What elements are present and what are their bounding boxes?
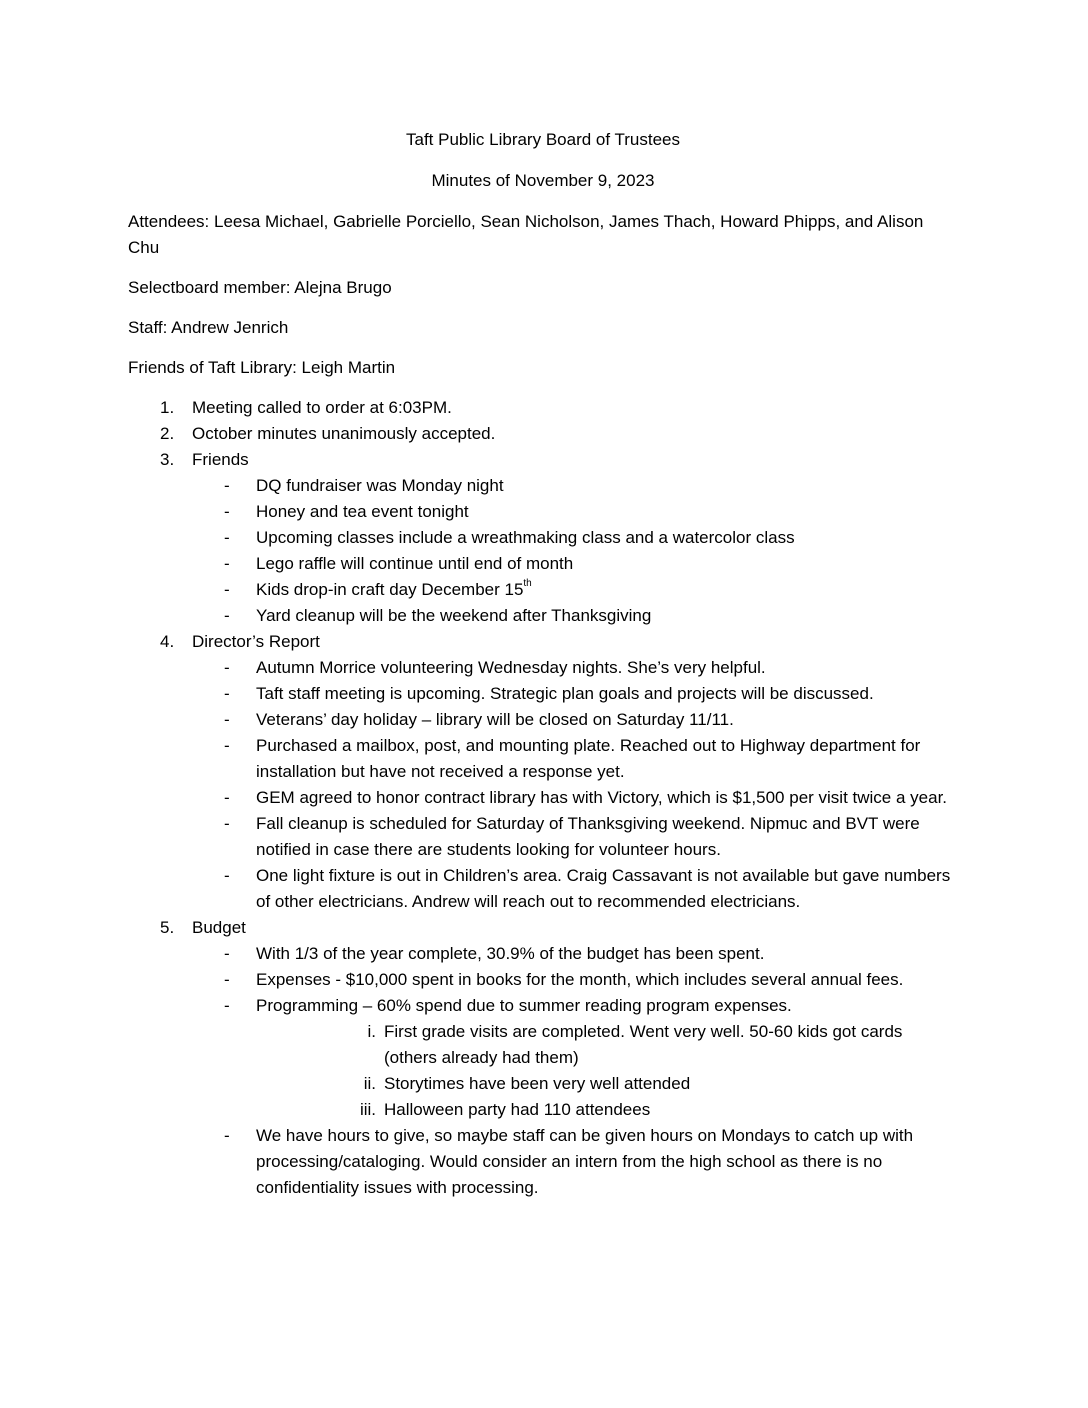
dash-marker: -: [224, 658, 230, 677]
dash-marker: -: [224, 710, 230, 729]
staff-line: Staff: Andrew Jenrich: [128, 318, 289, 337]
dash-marker: -: [224, 606, 230, 625]
agenda-number: 2.: [160, 424, 175, 443]
dash-marker: -: [224, 684, 230, 703]
dash-marker: -: [224, 528, 230, 547]
bullet-text: Honey and tea event tonight: [256, 502, 469, 521]
friends-bullets: [192, 473, 958, 629]
bullet-text: Yard cleanup will be the weekend after Thanksgiving: [256, 606, 652, 625]
bullet-text: Lego raffle will continue until end of month: [256, 554, 574, 573]
bullet-text: One light fixture is out in Children’s area. Craig Cassavant is not available but gave numbers of other electricians. Andrew will reach out to recommended electricians.: [256, 866, 951, 911]
document-subtitle: Minutes of November 9, 2023: [431, 171, 655, 190]
bullet-item: [128, 785, 958, 811]
bullet-text: Veterans’ day holiday – library will be closed on Saturday 11/11.: [256, 710, 734, 729]
bullet-item: [128, 733, 958, 785]
agenda-number: 1.: [160, 398, 175, 417]
agenda-item-directors-report: [128, 629, 958, 915]
agenda-item-friends: [128, 447, 958, 629]
bullet-item: [128, 993, 958, 1123]
bullet-text: DQ fundraiser was Monday night: [256, 476, 504, 495]
bullet-text: Kids drop-in craft day December 15: [256, 580, 524, 599]
bullet-item: [128, 863, 958, 915]
roman-marker: ii.: [363, 1074, 376, 1093]
bullet-text: GEM agreed to honor contract library has with Victory, which is $1,500 per visit twice a year.: [256, 788, 948, 807]
bullet-item: [128, 525, 958, 551]
agenda-item: [128, 395, 958, 421]
ordinal-superscript: th: [523, 578, 532, 590]
dash-marker: -: [224, 736, 230, 755]
bullet-text: Expenses - $10,000 spent in books for the month, which includes several annual fees.: [256, 970, 904, 989]
minutes-document: [128, 127, 958, 1201]
attendees-line: Attendees: Leesa Michael, Gabrielle Porciello, Sean Nicholson, James Thach, Howard Phipps, and Alison Chu: [128, 212, 924, 257]
dash-marker: -: [224, 866, 230, 885]
dash-marker: -: [224, 476, 230, 495]
bullet-item: [128, 655, 958, 681]
dash-marker: -: [224, 996, 230, 1015]
bullet-item: [128, 577, 958, 603]
agenda-text: Budget: [192, 918, 246, 937]
budget-bullets: [192, 941, 958, 1201]
agenda-item-budget: [128, 915, 958, 1201]
sub-item: [192, 1019, 958, 1071]
agenda-text: Meeting called to order at 6:03PM.: [192, 398, 452, 417]
bullet-item: [128, 473, 958, 499]
director-bullets: [192, 655, 958, 915]
bullet-item: [128, 707, 958, 733]
bullet-text: Programming – 60% spend due to summer reading program expenses.: [256, 996, 792, 1015]
agenda-text: Friends: [192, 450, 249, 469]
roman-marker: i.: [367, 1022, 376, 1041]
bullet-item: [128, 941, 958, 967]
programming-sublist: [256, 1019, 958, 1123]
sub-item-text: Halloween party had 110 attendees: [384, 1100, 651, 1119]
dash-marker: -: [224, 1126, 230, 1145]
bullet-item: [128, 811, 958, 863]
bullet-item: [128, 1123, 958, 1201]
dash-marker: -: [224, 580, 230, 599]
dash-marker: -: [224, 502, 230, 521]
agenda-number: 4.: [160, 632, 175, 651]
sub-item-text: Storytimes have been very well attended: [384, 1074, 691, 1093]
dash-marker: -: [224, 944, 230, 963]
bullet-item: [128, 603, 958, 629]
bullet-text: Upcoming classes include a wreathmaking class and a watercolor class: [256, 528, 795, 547]
agenda-number: 5.: [160, 918, 175, 937]
sub-item-text: First grade visits are completed. Went very well. 50-60 kids got cards (others already had them): [384, 1022, 903, 1067]
roman-marker: iii.: [359, 1100, 376, 1119]
sub-item: [192, 1071, 958, 1097]
agenda-text: Director’s Report: [192, 632, 320, 651]
bullet-text: Autumn Morrice volunteering Wednesday nights. She’s very helpful.: [256, 658, 766, 677]
bullet-text: With 1/3 of the year complete, 30.9% of the budget has been spent.: [256, 944, 765, 963]
agenda-item: [128, 421, 958, 447]
bullet-text: Fall cleanup is scheduled for Saturday of Thanksgiving weekend. Nipmuc and BVT were notified in case there are students looking for volunteer hours.: [256, 814, 920, 859]
dash-marker: -: [224, 554, 230, 573]
bullet-item: [128, 967, 958, 993]
bullet-item: [128, 681, 958, 707]
sub-item: [192, 1097, 958, 1123]
selectboard-line: Selectboard member: Alejna Brugo: [128, 278, 392, 297]
bullet-item: [128, 551, 958, 577]
dash-marker: -: [224, 814, 230, 833]
bullet-text: Taft staff meeting is upcoming. Strategic plan goals and projects will be discussed.: [256, 684, 874, 703]
agenda-text: October minutes unanimously accepted.: [192, 424, 496, 443]
bullet-item: [128, 499, 958, 525]
agenda-number: 3.: [160, 450, 175, 469]
bullet-text: We have hours to give, so maybe staff can be given hours on Mondays to catch up with processing/cataloging. Would consider an intern from the high school as there is no confidentiality issues with processing.: [256, 1126, 914, 1197]
agenda-list: [128, 395, 958, 1201]
document-title: Taft Public Library Board of Trustees: [405, 130, 681, 149]
dash-marker: -: [224, 970, 230, 989]
bullet-text: Purchased a mailbox, post, and mounting plate. Reached out to Highway department for installation but have not received a response yet.: [256, 736, 921, 781]
friends-line: Friends of Taft Library: Leigh Martin: [128, 358, 396, 377]
dash-marker: -: [224, 788, 230, 807]
